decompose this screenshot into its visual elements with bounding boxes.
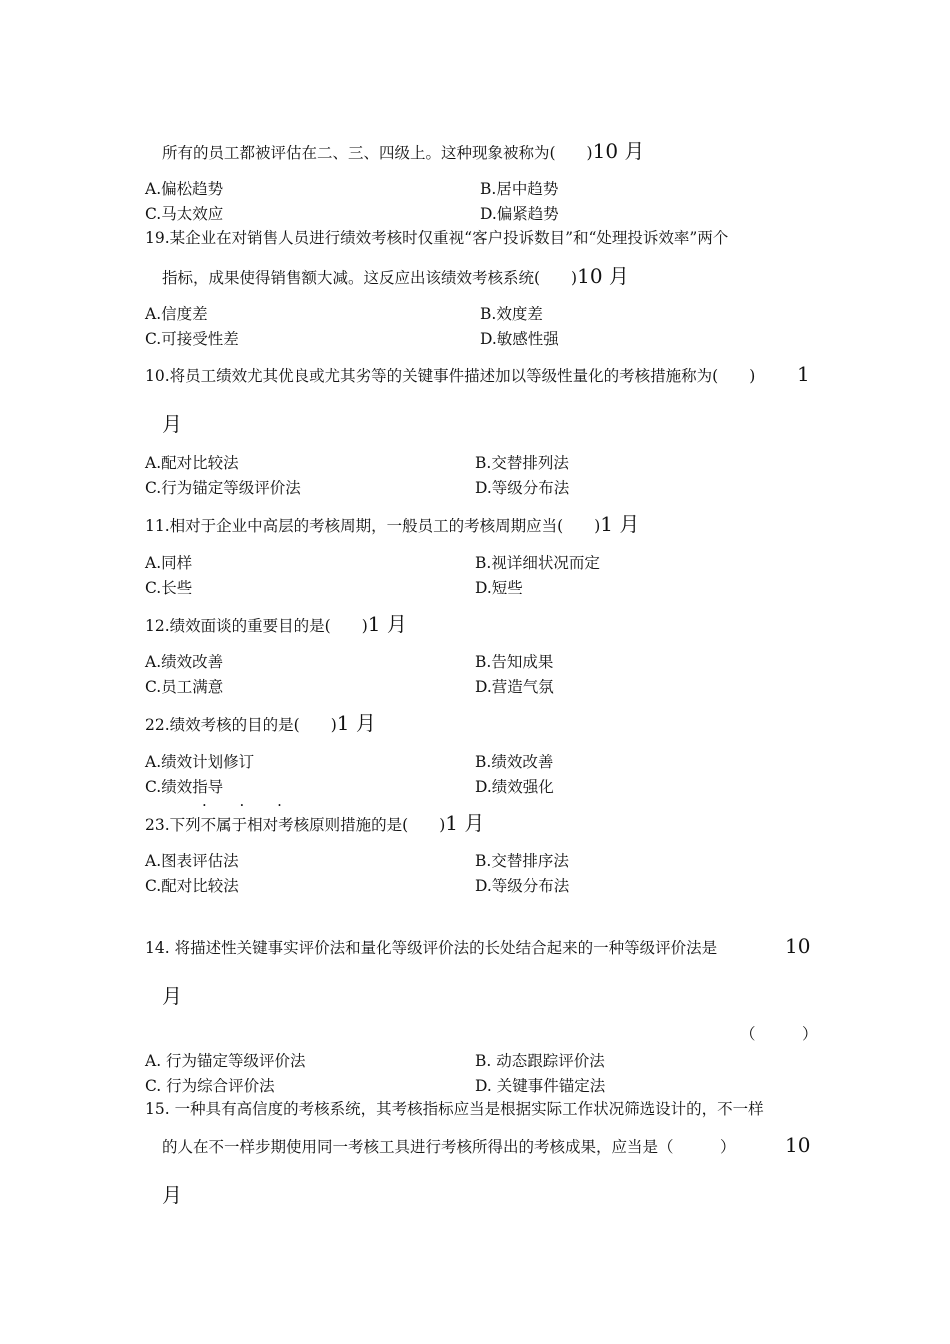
option-d: D.等级分布法 [475,877,570,895]
question-text: 的人在不一样步期使用同一考核工具进行考核所得出的考核成果，应当是（ ） [162,1138,736,1156]
answer-blank: （ ） [740,1025,818,1043]
option-c: C.可接受性差 [145,330,239,348]
month-label: 月 [162,1183,182,1207]
question-text: 22.绩效考核的目的是( )1 月 [145,711,376,735]
option-d: D. 关键事件锚定法 [475,1077,606,1095]
question-text: 15. 一种具有高信度的考核系统，其考核指标应当是根据实际工作状况筛选设计的，不一样 [145,1100,764,1118]
month-label: 10 [785,1133,811,1157]
option-b: B.绩效改善 [475,753,554,771]
option-c: C.行为锚定等级评价法 [145,479,301,497]
option-c: C.配对比较法 [145,877,239,895]
option-d: D.等级分布法 [475,479,570,497]
question-text: 12.绩效面谈的重要目的是( )1 月 [145,612,407,636]
option-b: B.视详细状况而定 [475,554,600,572]
option-a: A.绩效改善 [145,653,224,671]
option-c: C.马太效应 [145,205,224,223]
question-text: 23.下列不属于相对考核原则措施的是( )1 月 [145,811,485,835]
option-a: A.信度差 [145,305,208,323]
option-b: B.交替排列法 [475,454,569,472]
option-a: A.同样 [145,554,193,572]
option-d: D.短些 [475,579,523,597]
option-c: C.长些 [145,579,193,597]
option-c: C.员工满意 [145,678,224,696]
option-a: A.图表评估法 [145,852,239,870]
question-text: 10.将员工绩效尤其优良或尤其劣等的关键事件描述加以等级性量化的考核措施称为( ) [145,367,756,385]
option-d: D.偏紧趋势 [480,205,559,223]
question-text: 指标，成果使得销售额大减。这反应出该绩效考核系统( )10 月 [162,264,629,288]
question-text: 19.某企业在对销售人员进行绩效考核时仅重视“客户投诉数目”和“处理投诉效率”两个 [145,229,729,247]
option-b: B.告知成果 [475,653,554,671]
option-a: A. 行为锚定等级评价法 [145,1052,306,1070]
option-b: B.效度差 [480,305,543,323]
option-b: B.居中趋势 [480,180,559,198]
option-c: C.绩效指导 [145,778,224,796]
option-a: A.偏松趋势 [145,180,224,198]
question-text: 14. 将描述性关键事实评价法和量化等级评价法的长处结合起来的一种等级评价法是 [145,939,718,957]
month-label: 月 [162,984,182,1008]
option-a: A.配对比较法 [145,454,239,472]
month-label: 10 [785,934,811,958]
question-text: 11.相对于企业中高层的考核周期，一般员工的考核周期应当( )1 月 [145,512,640,536]
option-b: B.交替排序法 [475,852,569,870]
option-a: A.绩效计划修订 [145,753,255,771]
option-b: B. 动态跟踪评价法 [475,1052,605,1070]
question-text: 所有的员工都被评估在二、三、四级上。这种现象被称为( )10 月 [162,139,645,163]
option-d: D.敏感性强 [480,330,559,348]
month-label: 月 [162,412,182,436]
month-label: 1 [797,362,810,386]
option-d: D.营造气氛 [475,678,554,696]
option-d: D.绩效强化 [475,778,554,796]
option-c: C. 行为综合评价法 [145,1077,275,1095]
emphasis-dots: · · · [202,796,296,814]
